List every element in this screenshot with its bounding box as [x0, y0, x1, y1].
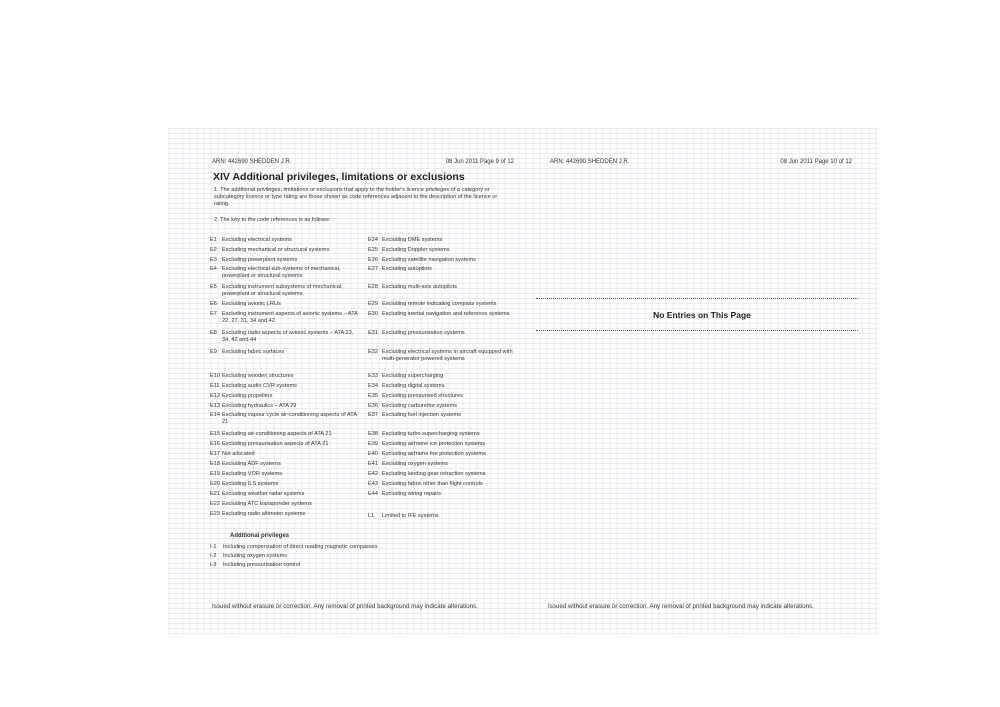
code-item — [210, 393, 362, 400]
code-description: Not allocated — [222, 451, 255, 457]
code-ref: E24 — [368, 237, 378, 243]
code-description: Excluding supercharging — [382, 373, 444, 379]
code-ref: E33 — [368, 373, 378, 379]
code-description: Excluding inertial navigation and reference systems — [382, 311, 510, 317]
code-ref: E6 — [210, 301, 217, 307]
page-header-date: 08 Jun 2011 Page 10 of 12 — [780, 159, 852, 165]
code-description: Excluding vapour cycle air-conditioning aspects of ATA 21 — [222, 412, 357, 425]
code-ref: E1 — [210, 237, 217, 243]
code-ref: E42 — [368, 471, 378, 477]
dotted-divider — [536, 330, 858, 331]
code-description: Excluding hydraulics – ATA 29 — [222, 403, 297, 409]
code-item — [368, 431, 518, 438]
code-ref: E9 — [210, 349, 217, 355]
code-description: Excluding airframe ice protection systems — [382, 441, 486, 447]
code-item — [210, 481, 362, 488]
code-description: Excluding electrical sub-systems of mechanical, powerplant or structural systems — [222, 266, 341, 279]
code-item — [210, 247, 362, 254]
code-ref: E10 — [210, 373, 220, 379]
code-description: Excluding pressurisation systems — [382, 330, 465, 336]
code-ref: E7 — [210, 311, 217, 317]
code-description: Excluding air-conditioning aspects of ATA 21 — [222, 431, 332, 437]
code-description: Excluding ATC transponder systems — [222, 501, 312, 507]
code-item — [210, 451, 362, 458]
code-item — [368, 393, 518, 400]
code-item — [368, 481, 518, 488]
code-item — [210, 553, 423, 560]
code-description: Excluding ADF systems — [222, 461, 281, 467]
code-item — [210, 237, 362, 244]
code-ref: E3 — [210, 257, 217, 263]
code-item — [368, 373, 518, 380]
code-description: Excluding oxygen systems — [382, 461, 448, 467]
code-description: Excluding instrument subsystems of mechanical, powerplant or structural systems — [222, 284, 343, 297]
code-ref: E39 — [368, 441, 378, 447]
additional-privileges-heading: Additional privileges — [230, 533, 290, 539]
code-ref: E2 — [210, 247, 217, 253]
code-item — [210, 330, 362, 344]
page-header-id: ARN: 442690 SHEDDEN J.R. — [212, 159, 292, 165]
code-item — [210, 257, 362, 264]
code-description: Including oxygen systems — [223, 553, 288, 559]
code-item — [368, 349, 518, 363]
code-ref: E16 — [210, 441, 220, 447]
code-ref: I-2 — [210, 553, 217, 559]
code-description: Excluding instrument aspects of avionic systems – ATA 22, 27, 31, 34 and 42 — [222, 311, 358, 324]
scanned-document — [168, 128, 878, 634]
code-item — [368, 491, 518, 498]
section-title: XIV Additional privileges, limitations or exclusions — [213, 171, 465, 183]
code-description: Excluding multi-axis autopilots — [382, 284, 457, 290]
code-ref: E34 — [368, 383, 378, 389]
left-page — [168, 128, 526, 634]
no-entries-notice: No Entries on This Page — [653, 310, 751, 320]
code-item — [368, 383, 518, 390]
code-ref: E28 — [368, 284, 378, 290]
code-item — [210, 412, 362, 426]
code-item — [210, 403, 362, 410]
code-description: Excluding fuel injection systems — [382, 412, 461, 418]
dotted-divider — [536, 298, 858, 299]
code-item — [210, 431, 362, 438]
code-ref: E35 — [368, 393, 378, 399]
code-description: Excluding pressurisation aspects of ATA 21 — [222, 441, 329, 447]
code-ref: E25 — [368, 247, 378, 253]
code-item — [368, 266, 518, 273]
code-item — [368, 311, 518, 318]
code-description: Excluding fabric surfaces — [222, 349, 285, 355]
code-ref: E11 — [210, 383, 220, 389]
code-ref: E19 — [210, 471, 220, 477]
code-ref: E26 — [368, 257, 378, 263]
code-item — [368, 461, 518, 468]
page-footer: Issued without erasure or correction. Any removal of printed background may indicate alterations. — [212, 603, 478, 610]
code-description: Excluding mechanical or structural systems — [222, 247, 330, 253]
code-item — [210, 349, 362, 356]
code-item — [368, 513, 518, 520]
code-description: Excluding fabric other than flight controls — [382, 481, 483, 487]
code-description: Excluding ILS systems — [222, 481, 279, 487]
code-ref: E13 — [210, 403, 220, 409]
code-description: Excluding carburettor systems — [382, 403, 457, 409]
code-description: Excluding turbo supercharging systems — [382, 431, 480, 437]
code-ref: E5 — [210, 284, 217, 290]
code-ref: E44 — [368, 491, 378, 497]
code-ref: E14 — [210, 412, 220, 418]
code-item — [368, 257, 518, 264]
code-description: Excluding weather radar systems — [222, 491, 305, 497]
code-item — [210, 284, 362, 298]
intro-paragraph: 1. The additional privileges, limitations or exclusions that apply to the holder's licence privileges of a category or subcategory licence or type rating are those shown as code references adjacent to the description of the licence or rating. — [214, 187, 498, 207]
code-item — [210, 266, 362, 280]
right-page — [526, 128, 878, 634]
page-header-id: ARN: 442690 SHEDDEN J.R. — [550, 159, 630, 165]
code-description: Limited to IFE systems — [382, 513, 439, 519]
code-ref: E15 — [210, 431, 220, 437]
code-item — [368, 441, 518, 448]
code-ref: E38 — [368, 431, 378, 437]
code-item — [368, 412, 518, 419]
code-description: Excluding airframe fire protection systems — [382, 451, 486, 457]
code-description: Including compensation of direct reading magnetic compasses — [223, 544, 378, 550]
code-ref: E12 — [210, 393, 220, 399]
code-ref: E23 — [210, 511, 220, 517]
code-ref: I-3 — [210, 562, 217, 568]
code-item — [210, 441, 362, 448]
code-description: Excluding autopilots — [382, 266, 432, 272]
code-ref: E27 — [368, 266, 378, 272]
code-description: Excluding VOR systems — [222, 471, 282, 477]
code-ref: E40 — [368, 451, 378, 457]
code-ref: I-1 — [210, 544, 217, 550]
code-item — [210, 301, 362, 308]
code-description: Excluding Doppler systems — [382, 247, 450, 253]
code-item — [210, 311, 362, 325]
code-ref: E36 — [368, 403, 378, 409]
code-description: Excluding radio altimeter systems — [222, 511, 306, 517]
code-item — [368, 330, 518, 337]
code-ref: E32 — [368, 349, 378, 355]
page-header-date: 08 Jun 2011 Page 9 of 12 — [445, 159, 514, 165]
code-description: Excluding landing gear retraction systems — [382, 471, 486, 477]
code-item — [368, 237, 518, 244]
code-ref: E43 — [368, 481, 378, 487]
code-item — [210, 373, 362, 380]
code-description: Including pressurisation control — [223, 562, 301, 568]
code-description: Excluding avionic LRUs — [222, 301, 281, 307]
code-ref: E30 — [368, 311, 378, 317]
code-description: Excluding pressurised structures — [382, 393, 463, 399]
code-item — [368, 247, 518, 254]
code-description: Excluding DME systems — [382, 237, 443, 243]
code-ref: E21 — [210, 491, 220, 497]
code-item — [210, 501, 362, 508]
code-item — [210, 511, 362, 518]
code-description: Excluding audio CVR systems — [222, 383, 297, 389]
code-description: Excluding satellite navigation systems — [382, 257, 476, 263]
code-ref: E22 — [210, 501, 220, 507]
code-ref: E20 — [210, 481, 220, 487]
code-item — [210, 383, 362, 390]
code-item — [368, 451, 518, 458]
code-item — [210, 562, 423, 569]
code-ref: E31 — [368, 330, 378, 336]
code-ref: E37 — [368, 412, 378, 418]
code-item — [210, 544, 423, 551]
code-ref: E18 — [210, 461, 220, 467]
code-description: Excluding wooden structures — [222, 373, 294, 379]
code-ref: L1 — [368, 513, 375, 519]
code-item — [210, 461, 362, 468]
key-intro: 2. The key to the code references is as follows: — [214, 217, 331, 223]
code-ref: E29 — [368, 301, 378, 307]
code-description: Excluding wiring repairs — [382, 491, 442, 497]
code-ref: E41 — [368, 461, 378, 467]
code-description: Excluding electrical systems — [222, 237, 292, 243]
code-ref: E4 — [210, 266, 217, 272]
page-footer: Issued without erasure or correction. Any removal of printed background may indicate alterations. — [548, 603, 814, 610]
code-description: Excluding radio aspects of avionic systems – ATA 23, 34, 42 and 44 — [222, 330, 354, 343]
code-item — [368, 403, 518, 410]
code-item — [210, 471, 362, 478]
code-description: Excluding electrical systems in aircraft equipped with multi-generator powered systems — [382, 349, 513, 362]
code-item — [368, 284, 518, 291]
code-ref: E8 — [210, 330, 217, 336]
code-description: Excluding remote indicating compass systems — [382, 301, 497, 307]
code-item — [368, 471, 518, 478]
code-description: Excluding propellers — [222, 393, 273, 399]
code-ref: E17 — [210, 451, 220, 457]
code-item — [210, 491, 362, 498]
code-description: Excluding powerplant systems — [222, 257, 298, 263]
code-description: Excluding digital systems — [382, 383, 445, 389]
code-item — [368, 301, 518, 308]
